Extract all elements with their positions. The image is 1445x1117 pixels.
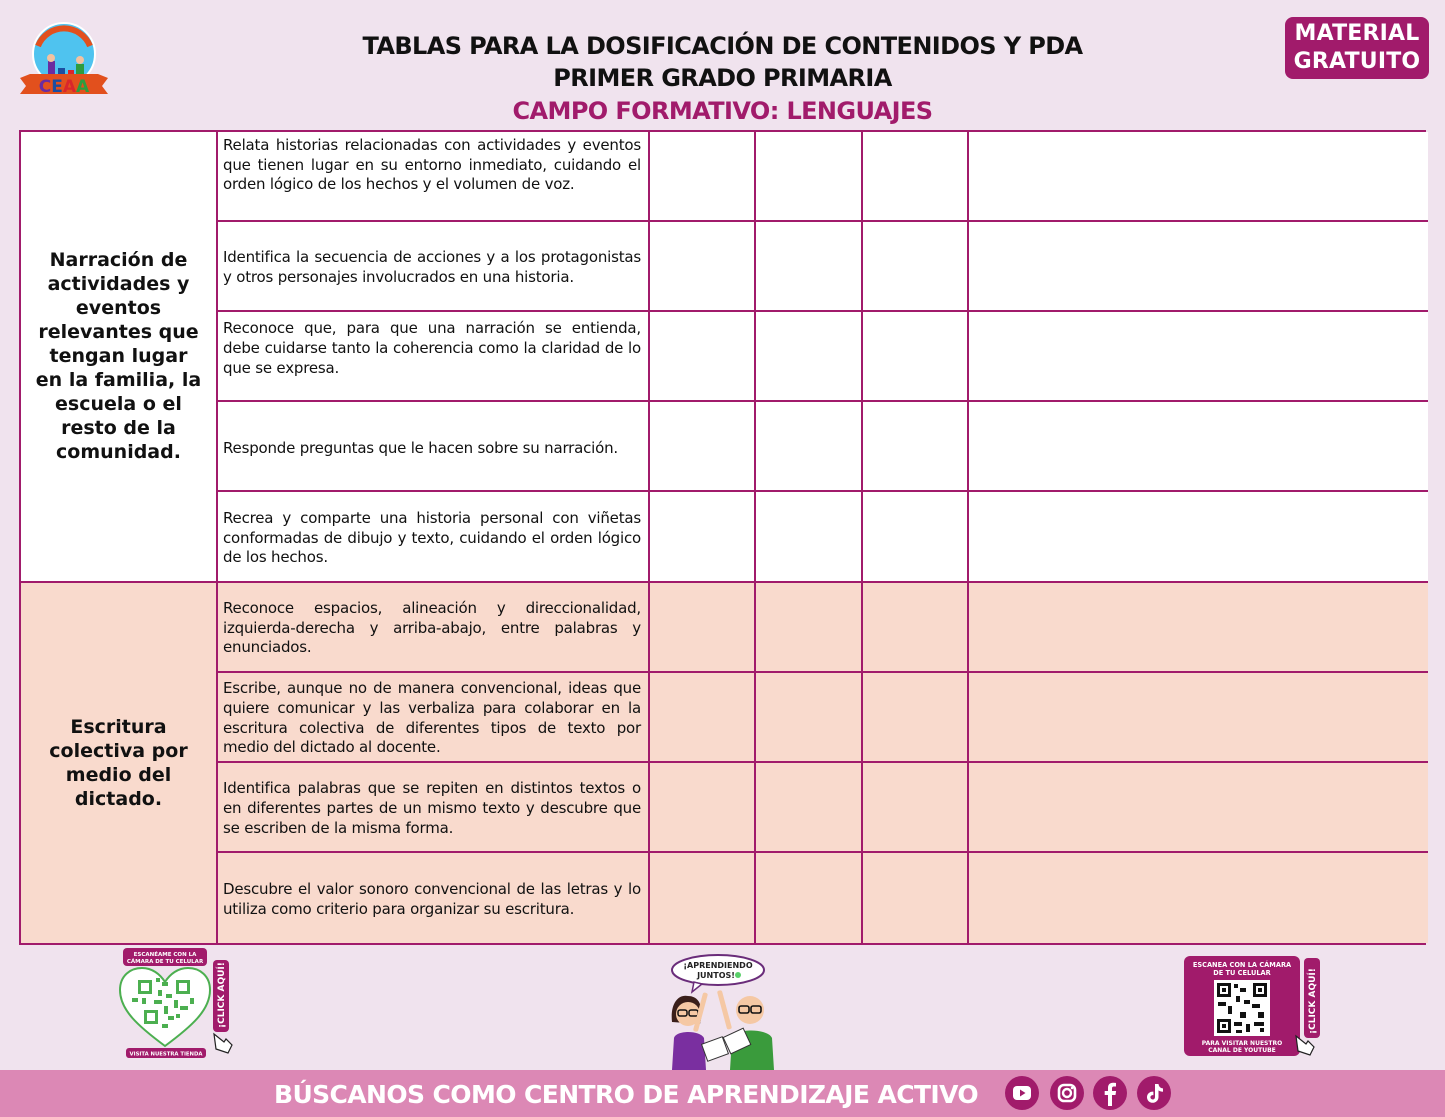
empty-cell[interactable]: [969, 583, 1428, 673]
empty-cell[interactable]: [969, 673, 1428, 763]
empty-cell[interactable]: [756, 763, 863, 853]
empty-cell[interactable]: [969, 763, 1428, 853]
footer-text: BÚSCANOS COMO CENTRO DE APRENDIZAJE ACTIVO: [274, 1080, 979, 1109]
empty-cell[interactable]: [969, 492, 1428, 582]
speech-bubble-icon: [672, 955, 764, 985]
empty-cell[interactable]: [650, 853, 756, 943]
campo-formativo: CAMPO FORMATIVO: LENGUAJES: [512, 97, 933, 125]
pda-text: Reconoce espacios, alineación y direccionalidad, izquierda-derecha y arriba-abajo, entre palabras y enunciados.: [223, 599, 641, 657]
topic-cell-escritura: [21, 583, 218, 943]
youtube-icon[interactable]: [1005, 1076, 1039, 1110]
footer-bar: [0, 1070, 1445, 1117]
youtube-qr-bottom-line1: PARA VISITAR NUESTRO: [1201, 1040, 1283, 1047]
pda-cell: [218, 132, 650, 222]
empty-cell[interactable]: [756, 673, 863, 763]
pda-text: Identifica palabras que se repiten en distintos textos o en diferentes partes de un mismo texto y descubre que se escriben de la misma forma.: [223, 779, 641, 837]
empty-cell[interactable]: [756, 132, 863, 222]
pda-cell: [218, 583, 650, 673]
topic-cell-narracion: [21, 132, 218, 583]
empty-cell[interactable]: [650, 222, 756, 312]
dosificacion-table: [19, 130, 1426, 945]
store-qr-bottom-text: VISITA NUESTRA TIENDA: [129, 1051, 203, 1058]
youtube-qr-promo[interactable]: [1184, 956, 1324, 1058]
youtube-qr-bottom-line2: CANAL DE YOUTUBE: [1208, 1047, 1276, 1054]
empty-cell[interactable]: [650, 312, 756, 402]
pda-cell: [218, 853, 650, 943]
click-aqui-text: ¡CLICK AQUÍ!: [1308, 968, 1318, 1034]
pda-cell: [218, 673, 650, 763]
empty-cell[interactable]: [863, 222, 969, 312]
bubble-line1: ¡APRENDIENDO: [683, 961, 753, 970]
empty-cell[interactable]: [756, 853, 863, 943]
empty-cell[interactable]: [756, 583, 863, 673]
empty-cell[interactable]: [650, 492, 756, 582]
grade-subtitle: PRIMER GRADO PRIMARIA: [553, 64, 892, 92]
empty-cell[interactable]: [863, 853, 969, 943]
empty-cell[interactable]: [650, 132, 756, 222]
pda-cell: [218, 312, 650, 402]
empty-cell[interactable]: [650, 583, 756, 673]
topic-text: Escritura colectiva por medio del dictado.: [49, 715, 188, 810]
bubble-line2: JUNTOS!: [697, 971, 735, 980]
topic-text: Narración de actividades y eventos relevantes que tengan lugar en la familia, la escuela o el resto de la comunidad.: [35, 249, 202, 464]
empty-cell[interactable]: [756, 402, 863, 492]
pda-text: Reconoce que, para que una narración se entienda, debe cuidarse tanto la coherencia como la claridad de lo que se expresa.: [223, 319, 641, 377]
pda-cell: [218, 763, 650, 853]
empty-cell[interactable]: [863, 583, 969, 673]
empty-cell[interactable]: [863, 492, 969, 582]
empty-cell[interactable]: [863, 763, 969, 853]
badge-line1: MATERIAL: [1294, 21, 1420, 46]
page-title: TABLAS PARA LA DOSIFICACIÓN DE CONTENIDOS Y PDA: [362, 32, 1083, 60]
empty-cell[interactable]: [756, 492, 863, 582]
empty-cell[interactable]: [969, 312, 1428, 402]
aprendiendo-juntos-illustration: [664, 952, 784, 1070]
pda-text: Descubre el valor sonoro convencional de las letras y lo utiliza como criterio para organizar su escritura.: [223, 880, 641, 918]
click-aqui-text: ¡CLICK AQUÍ!: [217, 962, 227, 1028]
badge-line2: GRATUITO: [1293, 49, 1421, 74]
pda-cell: [218, 222, 650, 312]
tiktok-icon[interactable]: [1137, 1076, 1171, 1110]
empty-cell[interactable]: [969, 402, 1428, 492]
pda-cell: [218, 492, 650, 582]
pda-text: Relata historias relacionadas con actividades y eventos que tienen lugar en su entorno inmediato, cuidando el orden lógico de los hechos y el volumen de voz.: [223, 136, 641, 194]
store-qr-top-line1: ESCANÉAME CON LA: [133, 952, 197, 958]
store-qr-promo[interactable]: [118, 948, 236, 1062]
empty-cell[interactable]: [969, 853, 1428, 943]
empty-cell[interactable]: [863, 402, 969, 492]
empty-cell[interactable]: [863, 132, 969, 222]
empty-cell[interactable]: [969, 132, 1428, 222]
empty-cell[interactable]: [863, 673, 969, 763]
pointer-hand-icon: [214, 1034, 232, 1053]
youtube-qr-top-line2: DE TU CELULAR: [1213, 969, 1271, 977]
empty-cell[interactable]: [650, 763, 756, 853]
pda-text: Identifica la secuencia de acciones y a los protagonistas y otros personajes involucrados en una historia.: [223, 248, 641, 287]
empty-cell[interactable]: [756, 222, 863, 312]
youtube-qr-top-line1: ESCANEA CON LA CÁMARA: [1192, 961, 1292, 969]
pda-cell: [218, 402, 650, 492]
logo-text: CEAA: [38, 77, 90, 97]
material-gratuito-badge: [1285, 17, 1429, 79]
facebook-icon[interactable]: [1093, 1076, 1127, 1110]
pda-text: Responde preguntas que le hacen sobre su narración.: [223, 438, 618, 457]
pda-text: Escribe, aunque no de manera convencional, ideas que quiere comunicar y las verbaliza para colaborar en la escritura colectiva de diferentes tipos de texto por medio del dictado al docente.: [223, 679, 641, 757]
store-qr-top-line2: CÁMARA DE TU CELULAR: [126, 959, 204, 965]
empty-cell[interactable]: [969, 222, 1428, 312]
pda-text: Recrea y comparte una historia personal con viñetas conformadas de dibujo y texto, cuidando el orden lógico de los hechos.: [223, 508, 641, 567]
empty-cell[interactable]: [863, 312, 969, 402]
instagram-icon[interactable]: [1050, 1076, 1084, 1110]
empty-cell[interactable]: [756, 312, 863, 402]
empty-cell[interactable]: [650, 673, 756, 763]
empty-cell[interactable]: [650, 402, 756, 492]
